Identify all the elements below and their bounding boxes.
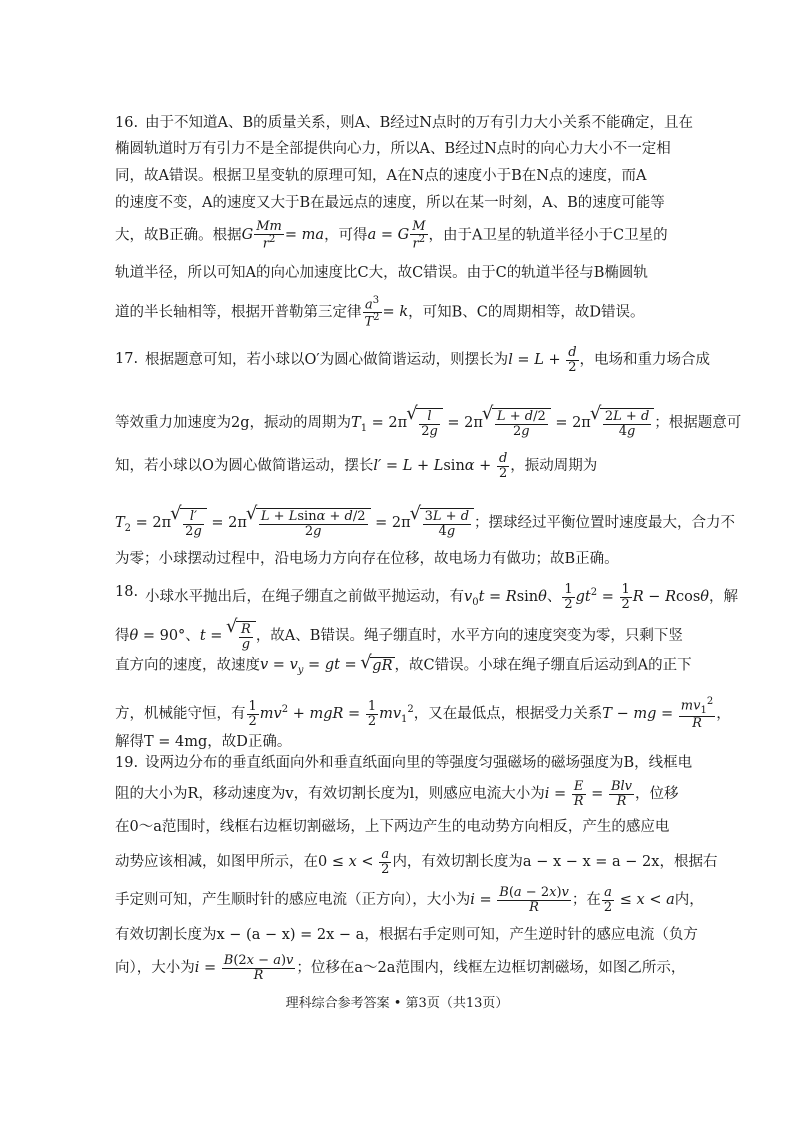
question-number: 17. [115, 351, 139, 367]
text-segment: ；摆球经过平衡位置时速度最大，合力不 [474, 515, 736, 532]
question-number: 16. [115, 115, 139, 131]
text-segment: 内，有效切割长度为a − x − x = a − 2x，根据右 [392, 854, 718, 871]
text-segment: 知，若小球以O为圆心做简谐运动，摆长 [115, 458, 374, 475]
question-number: 18. [115, 584, 139, 600]
text-line [115, 657, 692, 677]
text-line [145, 345, 711, 375]
text-segment: ，由于A卫星的轨道半径小于C卫星的 [428, 227, 668, 244]
text-segment: 向），大小为 [115, 960, 195, 977]
text-segment: 内， [674, 892, 704, 909]
text-segment: ，可知B、C的周期相等，故D错误。 [408, 304, 645, 321]
text-line [115, 220, 685, 251]
text-segment: ，电场和重力场合成 [579, 352, 711, 369]
text-segment: ，故A、B错误。绳子绷直时，水平方向的速度突变为零，只剩下竖 [255, 628, 683, 645]
formula: $\frac{a}{2}$ ≤ x < a [603, 885, 675, 915]
text-segment: ， [716, 706, 731, 723]
text-line [115, 954, 685, 982]
text-line: 设两边分布的垂直纸面向外和垂直纸面向里的等强度匀强磁场的磁场强度为B，线框电 [145, 755, 693, 771]
text-segment: ；位移在a～2a范围内，线框左边框切割磁场，如图乙所示， [296, 960, 686, 977]
text-line: 解得T = 4mg，故D正确。 [115, 734, 292, 750]
text-line: 轨道半径，所以可知A的向心加速度比C大，故C错误。由于C的轨道半径与B椭圆轨 [115, 265, 648, 281]
text-segment: 直方向的速度，故速度 [115, 657, 260, 674]
formula: $T_2 = 2\pi$ √ $\frac{l'}{2g}$ = 2π √ $\frac{L + Lsin\alpha + d/2}{2g}$ = 2π √ $\frac{3L + d}{4g}$ [115, 515, 474, 531]
text-line: 的速度不变，A的速度又大于B在最远点的速度，所以在某一时刻，A、B的速度可能等 [115, 195, 665, 211]
text-segment: 小球水平抛出后，在绳子绷直之前做平抛运动，有 [145, 589, 464, 606]
text-line [115, 696, 731, 732]
text-segment: 手定则可知，产生顺时针的感应电流（正方向），大小为 [115, 892, 471, 909]
text-line: 有效切割长度为x − (a − x) = 2x − a，根据右手定则可知，产生逆时针的感应电流（负方 [115, 927, 698, 943]
text-segment: 动势应该相减，如图甲所示，在 [115, 854, 318, 871]
question-number: 19. [115, 755, 139, 771]
formula: 0 ≤ x < $\frac{a}{2}$ [318, 847, 390, 877]
formula: i = $\frac{E}{R}$ = $\frac{\text{Blv}}{R}$ [544, 779, 632, 809]
formula: G $\frac{Mm}{r^2}$ = ma [241, 219, 325, 251]
text-segment: ，振动周期为 [510, 458, 598, 475]
text-segment: 方，机械能守恒，有 [115, 706, 246, 723]
formula: T − mg = $\frac{mv_1^2}{R}$ [602, 696, 714, 732]
formula: l′ = L + Lsinα + $\frac{d}{2}$ [373, 451, 508, 481]
text-segment: ，故C错误。小球在绳子绷直后运动到A的正下 [394, 657, 692, 674]
text-line [115, 296, 685, 329]
text-segment: 等效重力加速度为2g，振动的周期为 [115, 415, 352, 432]
page-footer: 理科综合参考答案 • 第3页（共13页） [285, 996, 509, 1011]
text-segment: 大，故B正确。根据 [115, 227, 242, 244]
text-segment: 阻的大小为R，移动速度为v，有效切割长度为l，则感应电流大小为 [115, 786, 545, 803]
text-line [115, 508, 736, 539]
formula: $v_0t = Rsin\theta$、 $\frac{1}{2}$ $gt^2$ = $\frac{1}{2}$ R − Rcosθ [464, 582, 710, 612]
text-line: 由于不知道A、B的质量关系，则A、B经过N点时的万有引力大小关系不能确定，且在 [145, 115, 693, 131]
formula: l = L + $\frac{d}{2}$ [508, 345, 577, 375]
text-segment: ，解 [709, 589, 739, 606]
text-segment: ，又在最低点，根据受力关系 [413, 706, 603, 723]
text-segment: ；在 [571, 892, 601, 909]
formula: $\frac{1}{2}$ $mv^2$ + mgR = $\frac{1}{2}$ $mv_1^2$ [248, 698, 414, 729]
formula: $v = v_y$ = gt = √ gR [260, 657, 395, 673]
text-line [115, 780, 685, 808]
text-segment: 根据题意可知，若小球以O′为圆心做简谐运动，则摆长为 [145, 352, 509, 369]
text-segment: ，位移 [635, 786, 679, 803]
text-line: 同，故A错误。根据卫星变轨的原理可知，A在N点的速度小于B在N点的速度，而A [115, 168, 647, 184]
text-line [115, 452, 685, 480]
text-line [115, 621, 685, 651]
text-line: 为零；小球摆动过程中，沿电场力方向存在位移，故电场力有做功；故B正确。 [115, 551, 619, 567]
formula: $T_1 = 2\pi$ √ $\frac{l}{2g}$ = 2π √ $\frac{L + d/2}{2g}$ = 2π √ $\frac{2L + d}{4g}$ [351, 415, 654, 431]
text-line [115, 408, 742, 439]
text-line [115, 847, 718, 877]
formula: a = G $\frac{M}{r^2}$ [367, 219, 426, 251]
text-line [115, 885, 704, 915]
formula: i = $\frac{B(a - 2x)v}{R}$ [470, 885, 569, 915]
text-segment: ，可得 [324, 227, 368, 244]
text-line: 椭圆轨道时万有引力不是全部提供向心力，所以A、B经过N点时的向心力大小不一定相 [115, 141, 671, 157]
text-line [145, 582, 739, 612]
formula: i = $\frac{B(2x - a)v}{R}$ [194, 953, 294, 983]
formula: 得θ = 90°、t = √ $\frac{R}{g}$ [115, 628, 256, 644]
formula: $\frac{a^3}{T^2}$ = k [364, 295, 409, 330]
text-segment: ；根据题意可 [654, 415, 742, 432]
text-line: 在0～a范围时，线框右边框切割磁场，上下两边产生的电动势方向相反，产生的感应电 [115, 819, 670, 835]
text-segment: 道的半长轴相等，根据开普勒第三定律 [115, 304, 362, 321]
